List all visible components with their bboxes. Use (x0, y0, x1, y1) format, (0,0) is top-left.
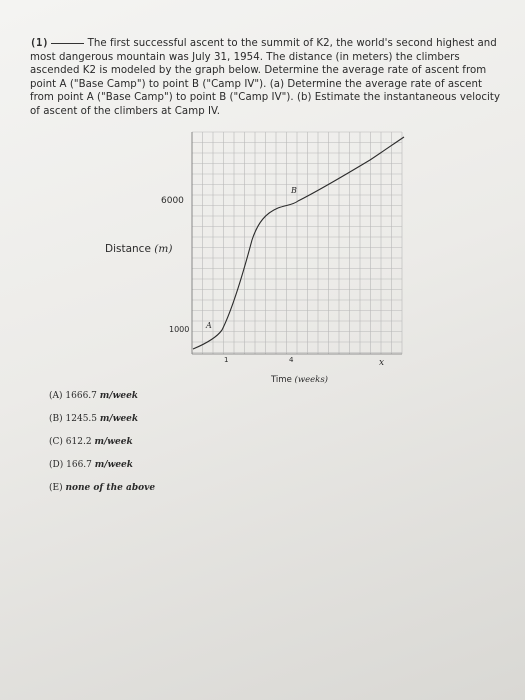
choice-a[interactable]: (A) 1666.7 m/week (49, 391, 139, 401)
choice-b[interactable]: (B) 1245.5 m/week (49, 414, 139, 424)
x-axis-label: Time (weeks) (271, 375, 328, 385)
answer-choices (49, 391, 155, 506)
problem-number: (1) (30, 38, 49, 49)
point-b-label: B (291, 186, 297, 195)
x-tick-1: 1 (224, 356, 229, 364)
graph-grid (192, 132, 402, 354)
choice-c[interactable]: (C) 612.2 m/week (49, 437, 133, 447)
problem-line-3: ascended K2 is modeled by the graph below. Determine the average rate of ascent from (30, 65, 487, 77)
x-tick-4: 4 (289, 356, 294, 364)
point-a-label: A (206, 321, 212, 330)
choice-e[interactable]: (E) none of the above (49, 483, 156, 493)
y-tick-6000: 6000 (161, 196, 184, 206)
problem-line-6: of ascent of the climbers at Camp IV. (30, 105, 221, 117)
problem-line-5: from point A ("Base Camp") to point B ("Camp IV"). (b) Estimate the instantaneous velocity (30, 92, 501, 104)
problem-line-4: point A ("Base Camp") to point B ("Camp IV"). (a) Determine the average rate of ascent (30, 78, 483, 90)
problem-line-1: (1) The first successful ascent to the summit of K2, the world's second highest and (30, 38, 497, 49)
y-tick-1000: 1000 (169, 325, 190, 334)
choice-d[interactable]: (D) 166.7 m/week (49, 460, 134, 470)
x-tick-x: x (379, 358, 385, 368)
y-axis-label: Distance (m) (105, 243, 173, 255)
ascent-curve (193, 137, 404, 349)
problem-line-2: most dangerous mountain was July 31, 1954. The distance (in meters) the climbers (30, 51, 460, 63)
